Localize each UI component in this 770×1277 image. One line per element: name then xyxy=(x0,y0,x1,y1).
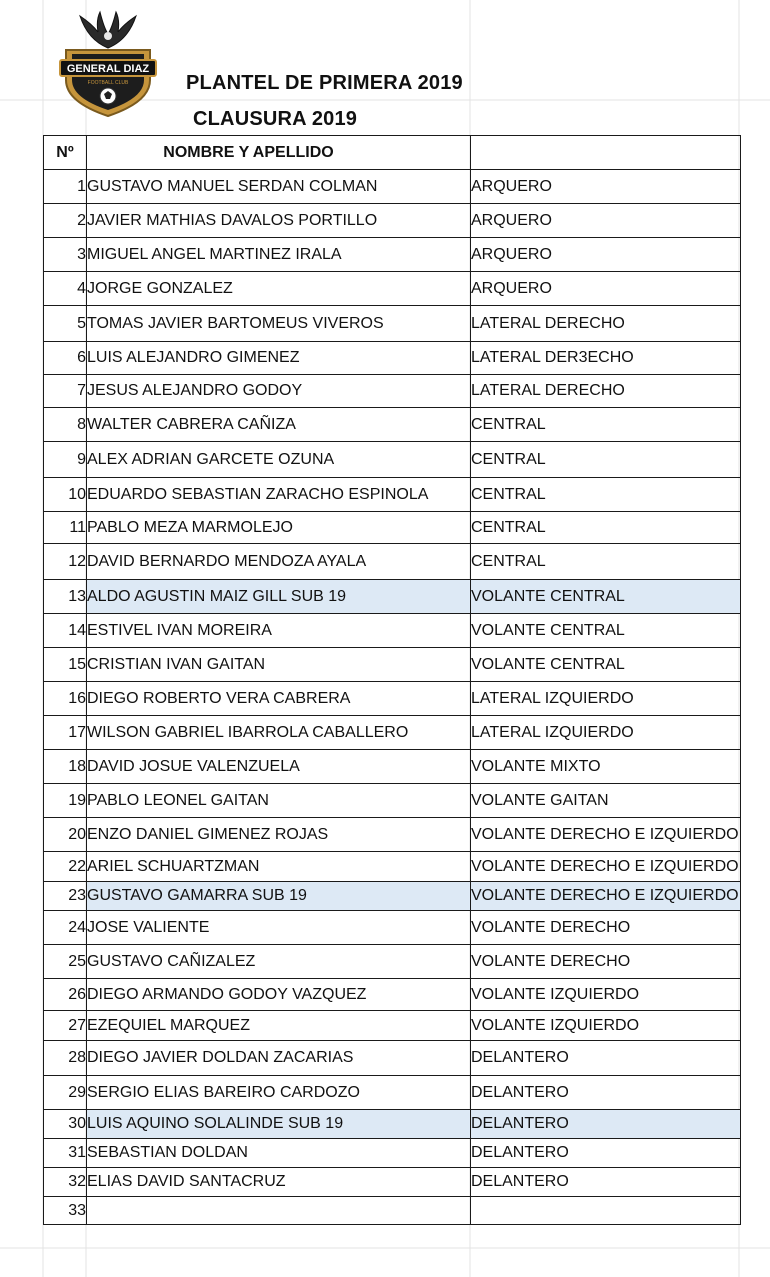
player-name-cell[interactable]: DIEGO ARMANDO GODOY VAZQUEZ xyxy=(87,979,471,1011)
table-row xyxy=(44,911,741,945)
table-row xyxy=(44,945,741,979)
player-position-cell[interactable]: CENTRAL xyxy=(471,544,741,580)
player-position-cell[interactable]: VOLANTE CENTRAL xyxy=(471,648,741,682)
player-position-cell[interactable]: DELANTERO xyxy=(471,1168,741,1197)
player-position-cell[interactable]: VOLANTE DERECHO E IZQUIERDO xyxy=(471,818,741,852)
row-number-cell[interactable]: 11 xyxy=(44,512,87,544)
table-row xyxy=(44,375,741,408)
player-position-cell[interactable]: VOLANTE DERECHO E IZQUIERDO xyxy=(471,852,741,882)
player-name-cell[interactable]: EZEQUIEL MARQUEZ xyxy=(87,1011,471,1041)
player-name-cell[interactable]: GUSTAVO MANUEL SERDAN COLMAN xyxy=(87,170,471,204)
row-number-cell[interactable]: 4 xyxy=(44,272,87,306)
roster-body xyxy=(44,170,741,1225)
row-number-cell[interactable]: 3 xyxy=(44,238,87,272)
svg-text:FOOTBALL CLUB: FOOTBALL CLUB xyxy=(87,80,129,86)
table-row xyxy=(44,1139,741,1168)
header-number[interactable]: Nº xyxy=(44,136,87,170)
player-name-cell[interactable]: TOMAS JAVIER BARTOMEUS VIVEROS xyxy=(87,306,471,342)
table-row xyxy=(44,238,741,272)
row-number-cell[interactable]: 7 xyxy=(44,375,87,408)
row-number-cell[interactable]: 1 xyxy=(44,170,87,204)
row-number-cell[interactable]: 22 xyxy=(44,852,87,882)
row-number-cell[interactable]: 19 xyxy=(44,784,87,818)
row-number-cell[interactable]: 26 xyxy=(44,979,87,1011)
player-name-cell[interactable]: GUSTAVO GAMARRA SUB 19 xyxy=(87,882,471,911)
row-number-cell[interactable]: 20 xyxy=(44,818,87,852)
player-name-cell[interactable]: ALDO AGUSTIN MAIZ GILL SUB 19 xyxy=(87,580,471,614)
row-number-cell[interactable]: 28 xyxy=(44,1041,87,1076)
player-name-cell[interactable]: WILSON GABRIEL IBARROLA CABALLERO xyxy=(87,716,471,750)
player-position-cell[interactable]: ARQUERO xyxy=(471,238,741,272)
player-position-cell[interactable] xyxy=(471,1197,741,1225)
table-row xyxy=(44,784,741,818)
row-number-cell[interactable]: 2 xyxy=(44,204,87,238)
row-number-cell[interactable]: 17 xyxy=(44,716,87,750)
player-name-cell[interactable]: ALEX ADRIAN GARCETE OZUNA xyxy=(87,442,471,478)
player-position-cell[interactable]: VOLANTE CENTRAL xyxy=(471,614,741,648)
header-position[interactable] xyxy=(471,136,741,170)
row-number-cell[interactable]: 13 xyxy=(44,580,87,614)
row-number-cell[interactable]: 12 xyxy=(44,544,87,580)
table-header-row xyxy=(44,136,741,170)
player-position-cell[interactable]: DELANTERO xyxy=(471,1076,741,1110)
table-row xyxy=(44,682,741,716)
row-number-cell[interactable]: 23 xyxy=(44,882,87,911)
player-position-cell[interactable]: DELANTERO xyxy=(471,1110,741,1139)
player-name-cell[interactable]: DAVID BERNARDO MENDOZA AYALA xyxy=(87,544,471,580)
table-row xyxy=(44,170,741,204)
table-row xyxy=(44,544,741,580)
player-name-cell[interactable]: JAVIER MATHIAS DAVALOS PORTILLO xyxy=(87,204,471,238)
player-position-cell[interactable]: LATERAL IZQUIERDO xyxy=(471,716,741,750)
player-name-cell[interactable] xyxy=(87,1197,471,1225)
player-position-cell[interactable]: VOLANTE MIXTO xyxy=(471,750,741,784)
player-position-cell[interactable]: CENTRAL xyxy=(471,512,741,544)
player-name-cell[interactable]: LUIS AQUINO SOLALINDE SUB 19 xyxy=(87,1110,471,1139)
row-number-cell[interactable]: 29 xyxy=(44,1076,87,1110)
row-number-cell[interactable]: 15 xyxy=(44,648,87,682)
table-row xyxy=(44,1041,741,1076)
player-name-cell[interactable]: DIEGO ROBERTO VERA CABRERA xyxy=(87,682,471,716)
player-name-cell[interactable]: DAVID JOSUE VALENZUELA xyxy=(87,750,471,784)
page-subtitle: CLAUSURA 2019 xyxy=(193,108,358,130)
table-row xyxy=(44,1197,741,1225)
row-number-cell[interactable]: 10 xyxy=(44,478,87,512)
table-row xyxy=(44,478,741,512)
table-row xyxy=(44,204,741,238)
table-row xyxy=(44,750,741,784)
player-position-cell[interactable]: ARQUERO xyxy=(471,170,741,204)
player-name-cell[interactable]: PABLO MEZA MARMOLEJO xyxy=(87,512,471,544)
player-position-cell[interactable]: LATERAL DER3ECHO xyxy=(471,342,741,375)
row-number-cell[interactable]: 31 xyxy=(44,1139,87,1168)
row-number-cell[interactable]: 24 xyxy=(44,911,87,945)
header-name[interactable]: NOMBRE Y APELLIDO xyxy=(87,136,471,170)
player-name-cell[interactable]: JOSE VALIENTE xyxy=(87,911,471,945)
player-position-cell[interactable]: CENTRAL xyxy=(471,408,741,442)
table-row xyxy=(44,442,741,478)
table-row xyxy=(44,882,741,911)
row-number-cell[interactable]: 25 xyxy=(44,945,87,979)
row-number-cell[interactable]: 16 xyxy=(44,682,87,716)
row-number-cell[interactable]: 32 xyxy=(44,1168,87,1197)
table-row xyxy=(44,580,741,614)
table-row xyxy=(44,818,741,852)
row-number-cell[interactable]: 18 xyxy=(44,750,87,784)
player-position-cell[interactable]: VOLANTE GAITAN xyxy=(471,784,741,818)
table-row xyxy=(44,852,741,882)
row-number-cell[interactable]: 8 xyxy=(44,408,87,442)
table-row xyxy=(44,1110,741,1139)
row-number-cell[interactable]: 5 xyxy=(44,306,87,342)
player-name-cell[interactable]: WALTER CABRERA CAÑIZA xyxy=(87,408,471,442)
row-number-cell[interactable]: 9 xyxy=(44,442,87,478)
club-crest-logo xyxy=(58,10,158,118)
table-row xyxy=(44,272,741,306)
table-row xyxy=(44,512,741,544)
player-name-cell[interactable]: ENZO DANIEL GIMENEZ ROJAS xyxy=(87,818,471,852)
row-number-cell[interactable]: 30 xyxy=(44,1110,87,1139)
row-number-cell[interactable]: 33 xyxy=(44,1197,87,1225)
player-name-cell[interactable]: ELIAS DAVID SANTACRUZ xyxy=(87,1168,471,1197)
player-position-cell[interactable]: VOLANTE DERECHO E IZQUIERDO xyxy=(471,882,741,911)
player-name-cell[interactable]: ESTIVEL IVAN MOREIRA xyxy=(87,614,471,648)
player-name-cell[interactable]: SEBASTIAN DOLDAN xyxy=(87,1139,471,1168)
roster-table xyxy=(43,135,741,1225)
player-name-cell[interactable]: MIGUEL ANGEL MARTINEZ IRALA xyxy=(87,238,471,272)
table-row xyxy=(44,1011,741,1041)
table-row xyxy=(44,716,741,750)
player-position-cell[interactable]: DELANTERO xyxy=(471,1041,741,1076)
player-name-cell[interactable]: DIEGO JAVIER DOLDAN ZACARIAS xyxy=(87,1041,471,1076)
player-position-cell[interactable]: VOLANTE IZQUIERDO xyxy=(471,1011,741,1041)
player-position-cell[interactable]: LATERAL IZQUIERDO xyxy=(471,682,741,716)
player-name-cell[interactable]: SERGIO ELIAS BAREIRO CARDOZO xyxy=(87,1076,471,1110)
row-number-cell[interactable]: 27 xyxy=(44,1011,87,1041)
table-row xyxy=(44,408,741,442)
player-position-cell[interactable]: VOLANTE CENTRAL xyxy=(471,580,741,614)
player-position-cell[interactable]: ARQUERO xyxy=(471,272,741,306)
player-position-cell[interactable]: VOLANTE DERECHO xyxy=(471,911,741,945)
player-position-cell[interactable]: LATERAL DERECHO xyxy=(471,375,741,408)
table-row xyxy=(44,979,741,1011)
player-position-cell[interactable]: DELANTERO xyxy=(471,1139,741,1168)
table-row xyxy=(44,1076,741,1110)
player-name-cell[interactable]: PABLO LEONEL GAITAN xyxy=(87,784,471,818)
player-name-cell[interactable]: JORGE GONZALEZ xyxy=(87,272,471,306)
player-position-cell[interactable]: CENTRAL xyxy=(471,478,741,512)
table-row xyxy=(44,342,741,375)
player-position-cell[interactable]: LATERAL DERECHO xyxy=(471,306,741,342)
row-number-cell[interactable]: 14 xyxy=(44,614,87,648)
page-title: PLANTEL DE PRIMERA 2019 xyxy=(186,72,463,94)
player-position-cell[interactable]: CENTRAL xyxy=(471,442,741,478)
player-name-cell[interactable]: ARIEL SCHUARTZMAN xyxy=(87,852,471,882)
table-row xyxy=(44,306,741,342)
table-row xyxy=(44,648,741,682)
table-row xyxy=(44,614,741,648)
svg-text:GENERAL DIAZ: GENERAL DIAZ xyxy=(66,63,150,75)
player-name-cell[interactable]: CRISTIAN IVAN GAITAN xyxy=(87,648,471,682)
player-name-cell[interactable]: JESUS ALEJANDRO GODOY xyxy=(87,375,471,408)
player-name-cell[interactable]: EDUARDO SEBASTIAN ZARACHO ESPINOLA xyxy=(87,478,471,512)
row-number-cell[interactable]: 6 xyxy=(44,342,87,375)
player-position-cell[interactable]: ARQUERO xyxy=(471,204,741,238)
player-name-cell[interactable]: GUSTAVO CAÑIZALEZ xyxy=(87,945,471,979)
player-position-cell[interactable]: VOLANTE DERECHO xyxy=(471,945,741,979)
player-position-cell[interactable]: VOLANTE IZQUIERDO xyxy=(471,979,741,1011)
player-name-cell[interactable]: LUIS ALEJANDRO GIMENEZ xyxy=(87,342,471,375)
table-row xyxy=(44,1168,741,1197)
